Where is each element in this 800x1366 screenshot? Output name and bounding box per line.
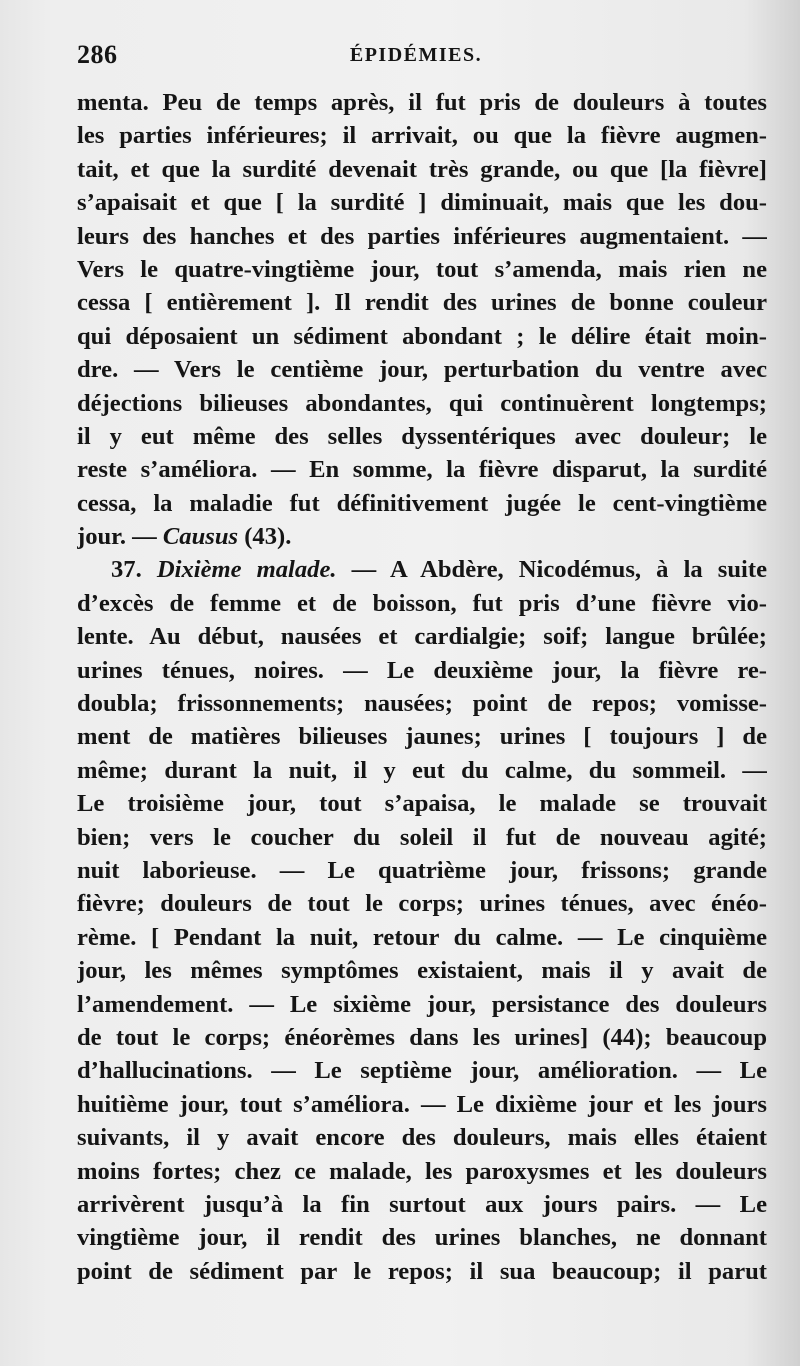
text-line: d’excès de femme et de boisson, fut pris d’une fièvre vio-: [77, 589, 767, 617]
running-title: ÉPIDÉMIES.: [349, 44, 483, 66]
text-line: dre. — Vers le centième jour, perturbation du ventre avec: [77, 356, 767, 384]
text-segment: jour. —: [77, 523, 163, 551]
text-line: doubla; frissonnements; nausées; point de repos; vomisse-: [77, 690, 767, 718]
page-number: 286: [77, 40, 118, 69]
text-line: point de sédiment par le repos; il sua beaucoup; il parut: [77, 1257, 767, 1285]
text-line: d’hallucinations. — Le septième jour, amélioration. — Le: [77, 1057, 767, 1085]
body-text: [77, 86, 767, 1288]
text-line: fièvre; douleurs de tout le corps; urines ténues, avec énéo-: [77, 890, 767, 918]
text-line: jour, les mêmes symptômes existaient, mais il y avait de: [77, 957, 767, 985]
text-line: moins fortes; chez ce malade, les paroxysmes et les douleurs: [77, 1157, 767, 1185]
text-line: Vers le quatre-vingtième jour, tout s’amenda, mais rien ne: [77, 255, 767, 283]
text-line: [77, 520, 767, 553]
text-line: [77, 553, 767, 586]
text-line: cessa, la maladie fut définitivement jugée le cent-vingtième: [77, 489, 767, 517]
text-line: il y eut même des selles dyssentériques avec douleur; le: [77, 422, 767, 450]
text-line: suivants, il y avait encore des douleurs, mais elles étaient: [77, 1124, 767, 1152]
italic-title: Dixième malade.: [156, 556, 337, 584]
text-line: rème. [ Pendant la nuit, retour du calme. — Le cinquième: [77, 923, 767, 951]
text-line: tait, et que la surdité devenait très grande, ou que [la fièvre]: [77, 155, 767, 183]
page-header: [77, 40, 755, 80]
italic-title: Causus: [162, 523, 239, 551]
text-line: les parties inférieures; il arrivait, ou que la fièvre augmen-: [77, 122, 767, 150]
text-segment: — A Abdère, Nicodémus, à la suite: [336, 556, 767, 584]
text-line: vingtième jour, il rendit des urines blanches, ne donnant: [77, 1224, 767, 1252]
text-segment: 37.: [111, 556, 157, 584]
text-line: Le troisième jour, tout s’apaisa, le malade se trouvait: [77, 790, 767, 818]
text-line: reste s’améliora. — En somme, la fièvre disparut, la surdité: [77, 456, 767, 484]
text-line: cessa [ entièrement ]. Il rendit des urines de bonne couleur: [77, 289, 767, 317]
text-line: bien; vers le coucher du soleil il fut de nouveau agité;: [77, 823, 767, 851]
text-segment: (43).: [238, 523, 292, 551]
text-line: s’apaisait et que [ la surdité ] diminuait, mais que les dou-: [77, 189, 767, 217]
text-line: l’amendement. — Le sixième jour, persistance des douleurs: [77, 990, 767, 1018]
text-line: urines ténues, noires. — Le deuxième jour, la fièvre re-: [77, 656, 767, 684]
text-line: même; durant la nuit, il y eut du calme, du sommeil. —: [77, 756, 767, 784]
text-line: menta. Peu de temps après, il fut pris de douleurs à toutes: [77, 89, 767, 116]
text-line: de tout le corps; énéorèmes dans les urines] (44); beaucoup: [77, 1023, 767, 1051]
text-line: nuit laborieuse. — Le quatrième jour, frissons; grande: [77, 856, 767, 884]
text-line: huitième jour, tout s’améliora. — Le dixième jour et les jours: [77, 1090, 767, 1118]
text-line: déjections bilieuses abondantes, qui continuèrent longtemps;: [77, 389, 767, 417]
text-line: qui déposaient un sédiment abondant ; le délire était moin-: [77, 322, 767, 350]
text-line: leurs des hanches et des parties inférieures augmentaient. —: [77, 222, 767, 250]
text-line: ment de matières bilieuses jaunes; urines [ toujours ] de: [77, 723, 767, 751]
text-line: lente. Au début, nausées et cardialgie; soif; langue brûlée;: [77, 623, 767, 651]
text-line: arrivèrent jusqu’à la fin surtout aux jours pairs. — Le: [77, 1190, 767, 1218]
